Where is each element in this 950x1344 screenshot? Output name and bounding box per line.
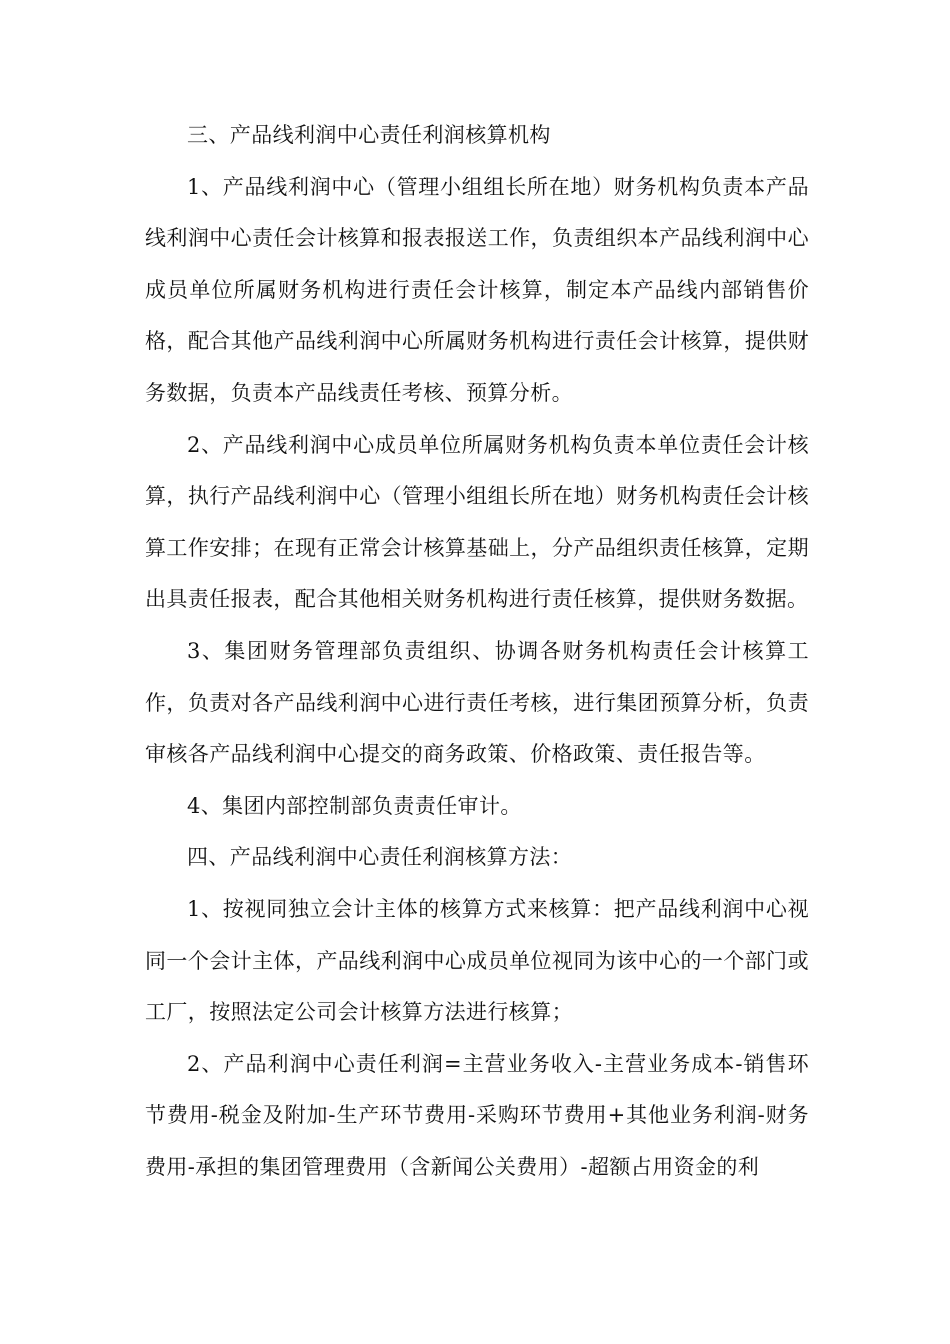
paragraph-3-4: 4、集团内部控制部负责责任审计。 (187, 793, 522, 818)
paragraph-4-1: 1、按视同独立会计主体的核算方式来核算：把产品线利润中心视同一个会计主体，产品线利润中心成员单位视同为该中心的一个部门或工厂，按照法定公司会计核算方法进行核算； (145, 896, 809, 1025)
paragraph-3-2: 2、产品线利润中心成员单位所属财务机构负责本单位责任会计核算，执行产品线利润中心（管理小组组长所在地）财务机构责任会计核算工作安排；在现有正常会计核算基础上，分产品组织责任核算，定期出具责任报表，配合其他相关财务机构进行责任核算，提供财务数据。 (145, 432, 809, 612)
section-heading-3: 三、产品线利润中心责任利润核算机构 (187, 123, 551, 147)
paragraph-3-3: 3、集团财务管理部负责组织、协调各财务机构责任会计核算工作，负责对各产品线利润中心进行责任考核，进行集团预算分析，负责审核各产品线利润中心提交的商务政策、价格政策、责任报告等。 (145, 638, 809, 767)
section-heading-4: 四、产品线利润中心责任利润核算方法： (187, 845, 573, 870)
paragraph-4-2: 2、产品利润中心责任利润=主营业务收入-主营业务成本-销售环节费用-税金及附加-生产环节费用-采购环节费用+其他业务利润-财务费用-承担的集团管理费用（含新闻公关费用）-超额占用资金的利 (145, 1051, 809, 1179)
document-body (145, 110, 809, 1193)
paragraph-3-1: 1、产品线利润中心（管理小组组长所在地）财务机构负责本产品线利润中心责任会计核算和报表报送工作，负责组织本产品线利润中心成员单位所属财务机构进行责任会计核算，制定本产品线内部销售价格，配合其他产品线利润中心所属财务机构进行责任会计核算，提供财务数据，负责本产品线责任考核、预算分析。 (145, 174, 809, 405)
